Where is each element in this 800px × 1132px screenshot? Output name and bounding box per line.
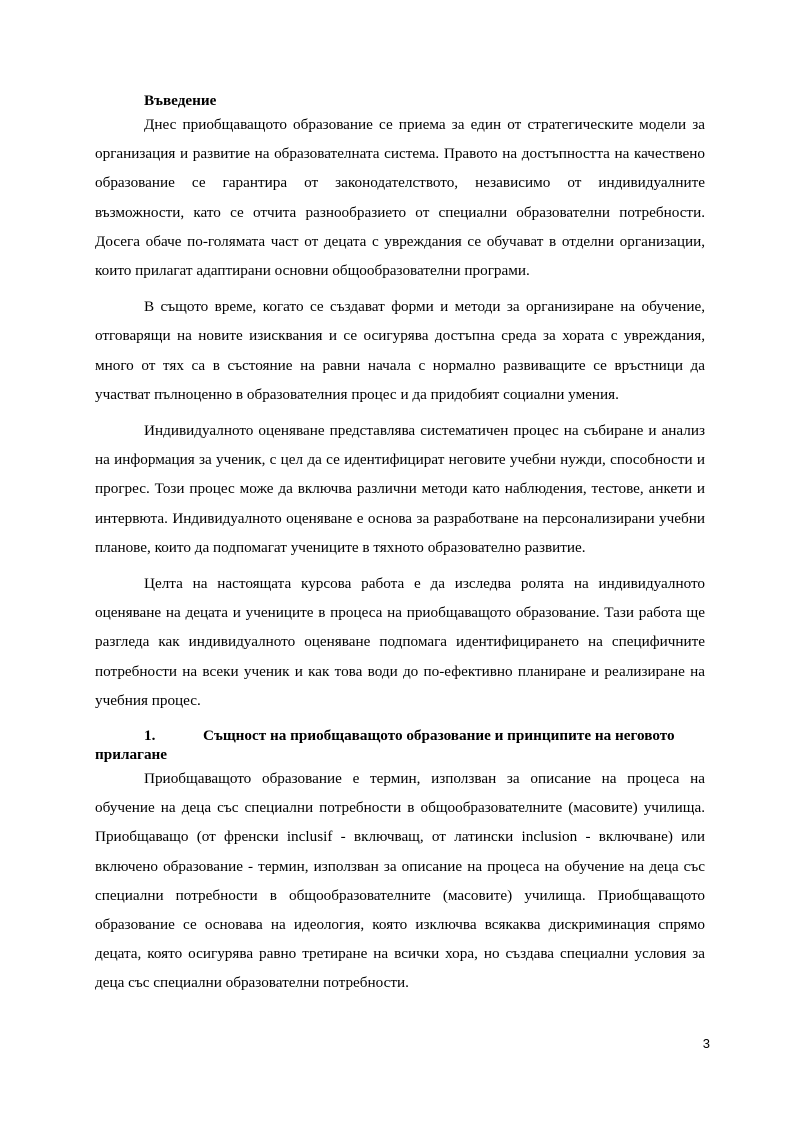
- intro-paragraph-1: Днес приобщаващото образование се приема за един от стратегическите модели за организация и развитие на образователната система. Правото на достъпността на качествено образование се гарантира от законодателството, независимо от индивидуалните възможности, като се отчита разнообразието от специални образователни потребности. Досега обаче по-голямата част от децата с увреждания се обучават в отделни организации, които прилагат адаптирани основни общообразователни програми.: [95, 116, 705, 280]
- intro-paragraph-2: В същото време, когато се създават форми и методи за организиране на обучение, отговарящи на новите изисквания и се осигурява достъпна среда за хората с увреждания, много от тях са в състояние на равни начала с нормално развиващите се връстници да участват пълноценно в образователния процес и да придобият социални умения.: [95, 298, 705, 403]
- page-content: [95, 91, 705, 998]
- section-1-number: 1.: [144, 727, 156, 745]
- intro-paragraph-4: Целта на настоящата курсова работа е да изследва ролята на индивидуалното оценяване на децата и учениците в процеса на приобщаващото образование. Тази работа ще разгледа как индивидуалното оценяване подпомага идентифицирането на специфичните потребности на всеки ученик и как това води до по-ефективно планиране и реализиране на учебния процес.: [95, 575, 705, 709]
- section-1-heading: [95, 726, 705, 764]
- intro-heading: Въведение: [144, 92, 217, 109]
- section-1-paragraph-1: Приобщаващото образование е термин, използван за описание на процеса на обучение на деца със специални потребности в общообразователните (масовите) училища. Приобщаващо (от френски inclusif - включващ, от латински inclusion - включване) или включено образование - термин, използван за описание на процеса на обучение на деца със специални потребности в общообразователните (масовите) училища. Приобщаващото образование се основава на идеология, която изключва всякаква дискриминация спрямо децата, която осигурява равно третиране на всички хора, но създава специални условия за деца със специални образователни потребности.: [95, 770, 705, 992]
- page-number: 3: [702, 1036, 710, 1051]
- intro-paragraph-3: Индивидуалното оценяване представлява систематичен процес на събиране и анализ на информация за ученик, с цел да се идентифицират неговите учебни нужди, способности и прогрес. Този процес може да включва различни методи като наблюдения, тестове, анкети и интервюта. Индивидуалното оценяване е основа за разработване на персонализирани учебни планове, които да подпомагат учениците в тяхното образователно развитие.: [95, 422, 705, 556]
- section-1-title: Същност на приобщаващото образование и принципите на неговото прилагане: [95, 727, 675, 764]
